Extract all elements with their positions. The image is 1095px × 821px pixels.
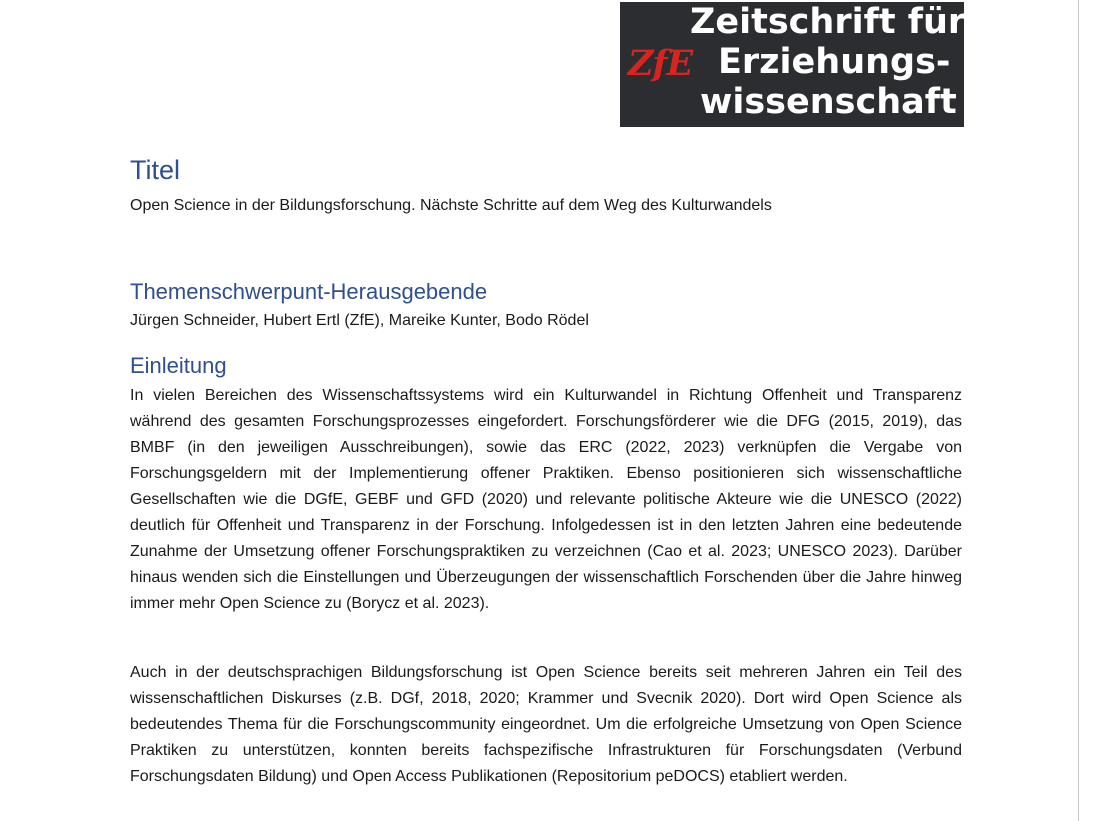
introduction-paragraph-1: In vielen Bereichen des Wissenschaftssystems wird ein Kulturwandel in Richtung Offenheit und Transparenz während des gesamten Forschungsprozesses eingefordert. Forschungsförderer wie die DFG (2015, 2019), das BMBF (in den jeweiligen Ausschreibungen), sowie das ERC (2022, 2023) verknüpfen die Vergabe von Forschungsgeldern mit der Implementierung offener Praktiken. Ebenso positionieren sich wissenschaftliche Gesellschaften wie die DGfE, GEBF und GFD (2020) und relevante politische Akteure wie die UNESCO (2022) deutlich für Offenheit und Transparenz in der Forschung. Infolgedessen ist in den letzten Jahren eine bedeutende Zunahme der Umsetzung offener Forschungspraktiken zu verzeichnen (Cao et al. 2023; UNESCO 2023). Darüber hinaus wenden sich die Einstellungen und Überzeugungen der wissenschaftlich Forschenden über die Jahre hinweg immer mehr Open Science zu (Borycz et al. 2023).: [130, 387, 962, 612]
editors-list: Jürgen Schneider, Hubert Ertl (ZfE), Mareike Kunter, Bodo Rödel: [130, 312, 589, 329]
introduction-paragraph-2: Auch in der deutschsprachigen Bildungsforschung ist Open Science bereits seit mehreren Jahren ein Teil des wissenschaftlichen Diskurses (z.B. DGf, 2018, 2020; Krammer und Svecnik 2020). Dort wird Open Science als bedeutendes Thema für die Forschungscommunity eingeordnet. Um die erfolgreiche Umsetzung von Open Science Praktiken zu unterstützen, konnten bereits fachspezifische Infrastrukturen für Forschungsdaten (Verbund Forschungsdaten Bildung) und Open Access Publikationen (Repositorium peDOCS) etabliert werden.: [130, 664, 962, 785]
logo-line-3: wissenschaft: [700, 82, 957, 122]
page-edge: [1078, 0, 1079, 821]
editors-heading: Themenschwerpunt-Herausgebende: [130, 279, 488, 304]
logo-abbreviation: ZfE: [628, 43, 693, 84]
logo-line-2: Erziehungs-: [718, 42, 951, 82]
logo-line-1: Zeitschrift für: [690, 2, 966, 42]
title-heading: Titel: [130, 155, 181, 185]
introduction-heading: Einleitung: [130, 353, 227, 378]
article-title: Open Science in der Bildungsforschung. Nächste Schritte auf dem Weg des Kulturwandels: [130, 197, 772, 214]
journal-logo: [620, 2, 964, 127]
